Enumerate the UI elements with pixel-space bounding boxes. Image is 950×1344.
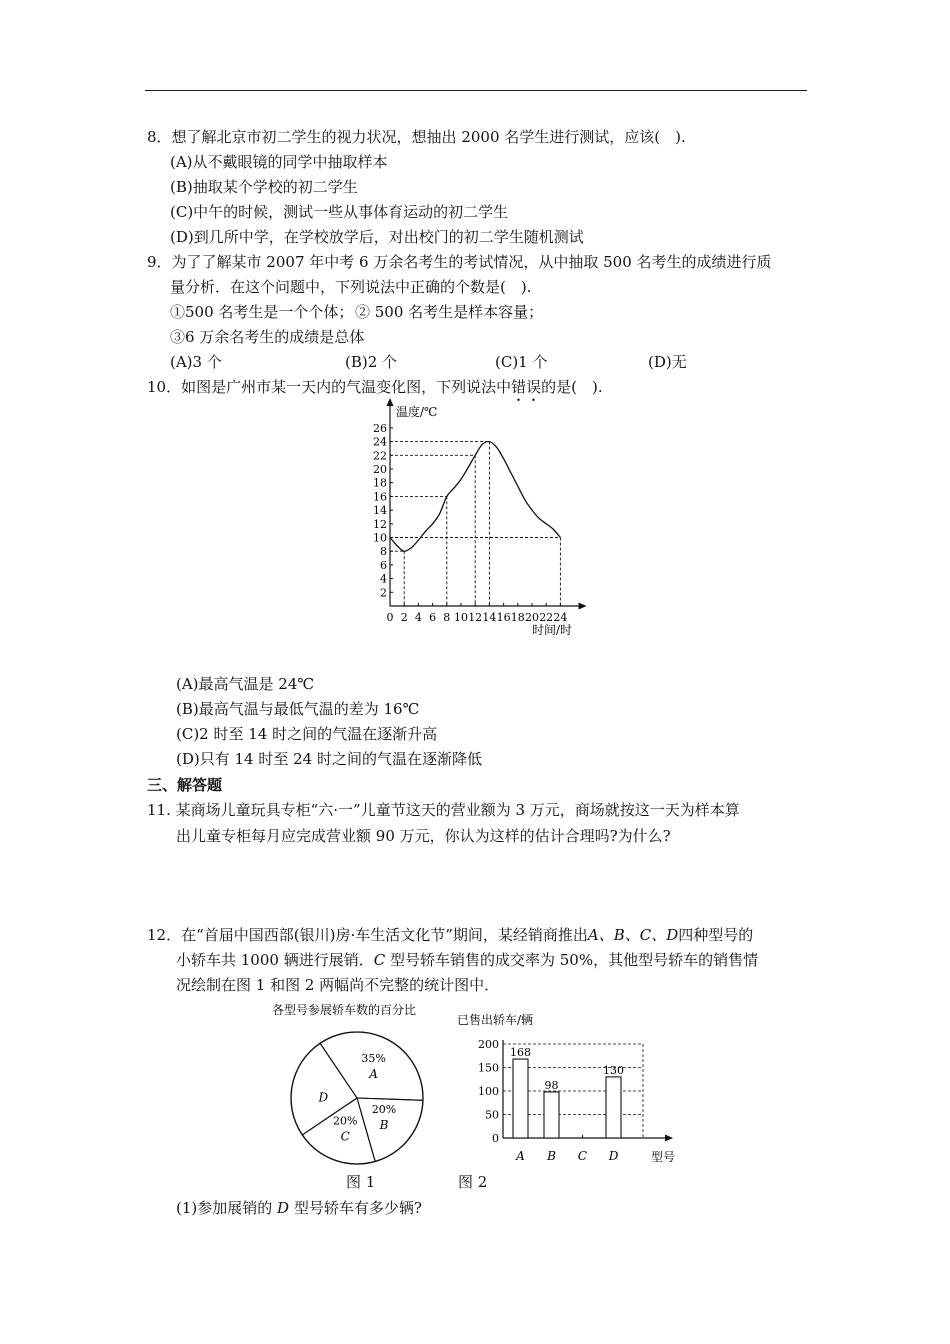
temperature-line-chart: [360, 398, 590, 642]
q12-line2-c: C: [373, 951, 386, 969]
q9-stem-line2: 量分析．在这个问题中，下列说法中正确的个数是( ).: [170, 278, 532, 296]
bar-value-d: 130: [603, 1063, 624, 1077]
pie-chart: [270, 998, 460, 1168]
x-tick-label: 12: [468, 611, 483, 624]
pie-label-a: A: [369, 1066, 378, 1081]
temp-chart-guides: [390, 442, 560, 606]
q11-line2: 出儿童专柜每月应完成营业额 90 万元，你认为这样的估计合理吗?为什么?: [176, 827, 671, 845]
x-category-c: C: [577, 1149, 588, 1163]
x-tick-label: 20: [525, 611, 539, 624]
y-tick-label: 100: [478, 1085, 499, 1098]
x-tick-label: 6: [429, 611, 437, 624]
q10-stem-suffix: 的是( ).: [541, 378, 603, 396]
x-category-d: D: [608, 1149, 619, 1163]
bar-chart-title: 已售出轿车/辆: [457, 1013, 534, 1027]
x-tick-label: 16: [496, 611, 511, 624]
q8-option-a: (A)从不戴眼镜的同学中抽取样本: [170, 153, 388, 171]
q9-option-b: (B)2 个: [345, 353, 398, 371]
q12-sub1-a: (1)参加展销的: [176, 1199, 278, 1217]
x-tick-label: 24: [553, 611, 568, 624]
pie-value-b: 20%: [371, 1103, 397, 1117]
y-tick-label: 20: [373, 463, 387, 476]
y-tick-label: 24: [373, 435, 387, 449]
q11-line1: 11. 某商场儿童玩具专柜“六·一”儿童节这天的营业额为 3 万元，商场就按这一天为样本算: [147, 801, 740, 819]
figure-2-caption: 图 2: [458, 1173, 488, 1191]
q10-stem-emphasis: 错误: [511, 378, 542, 396]
q9-statement-3: ③6 万余名考生的成绩是总体: [170, 328, 365, 346]
q12-line2-b: 型号轿车销售的成交率为 50%，其他型号轿车的销售情: [385, 951, 759, 969]
q12-sub1-b: 型号轿车有多少辆?: [289, 1199, 422, 1217]
pie-value-a: 35%: [361, 1051, 386, 1065]
q8-option-b: (B)抽取某个学校的初二学生: [170, 178, 358, 196]
q12-line2: [176, 950, 758, 970]
pie-label-d: D: [318, 1090, 329, 1105]
q9-statement-1: ①500 名考生是一个个体；: [170, 303, 354, 321]
bar-d: [606, 1077, 621, 1138]
q12-line1-models: A、B、C、D: [587, 926, 679, 944]
q12-sub1: [176, 1198, 422, 1218]
q12-line3: 况绘制在图 1 和图 2 两幅尚不完整的统计图中．: [176, 976, 500, 994]
y-tick-label: 10: [373, 531, 387, 545]
pie-label-c: C: [340, 1129, 350, 1144]
y-tick-label: 22: [373, 449, 387, 463]
q9-statement-2: ② 500 名考生是样本容量；: [355, 303, 544, 321]
x-axis-arrow: [579, 603, 587, 610]
q9-option-d: (D)无: [648, 353, 687, 371]
y-tick-label: 12: [373, 517, 387, 531]
y-tick-label: 26: [373, 421, 387, 435]
q12-line1-b: 四种型号的: [678, 926, 754, 944]
temp-chart-axes: [387, 398, 587, 610]
q8-option-d: (D)到几所中学，在学校放学后，对出校门的初二学生随机测试: [170, 228, 584, 246]
y-tick-label: 14: [373, 504, 387, 518]
x-tick-label: 2: [400, 611, 408, 624]
y-tick-label: 18: [373, 476, 387, 490]
section-title: 三、解答题: [147, 776, 223, 794]
q12-sub1-d: D: [277, 1199, 290, 1217]
bar-chart-y-ticks: [478, 1038, 499, 1145]
q10-stem-prefix: 10．如图是广州市某一天内的气温变化图，下列说法中: [147, 378, 512, 396]
pie-value-c: 20%: [333, 1114, 358, 1128]
x-axis-arrow: [665, 1135, 673, 1142]
header-rule: [145, 90, 807, 91]
pie-chart-title: 各型号参展轿车数的百分比: [272, 1003, 417, 1017]
y-tick-label: 8: [380, 545, 387, 559]
y-tick-label: 0: [492, 1132, 499, 1145]
pie-slices: [291, 1032, 423, 1164]
q12-line1: [147, 925, 753, 945]
y-tick-label: 2: [380, 586, 387, 600]
x-tick-label: 14: [482, 611, 497, 624]
y-tick-label: 150: [478, 1061, 499, 1075]
y-tick-label: 16: [373, 490, 387, 504]
q9-option-a: (A)3 个: [170, 353, 222, 371]
q10-option-c: (C)2 时至 14 时之间的气温在逐渐升高: [176, 725, 438, 743]
q12-line1-a: 12．在“首届中国西部(银川)房·车生活文化节”期间，某经销商推出: [147, 926, 588, 944]
y-tick-label: 4: [380, 572, 387, 586]
q8-option-c: (C)中午的时候，测试一些从事体育运动的初二学生: [170, 203, 509, 221]
temp-chart-y-label: 温度/℃: [396, 405, 438, 419]
x-tick-label: 0: [386, 611, 394, 624]
x-category-a: A: [516, 1149, 525, 1163]
x-category-b: B: [547, 1149, 556, 1163]
bar-chart-x-label: 型号: [651, 1150, 676, 1164]
q10-option-b: (B)最高气温与最低气温的差为 16℃: [176, 700, 420, 718]
bar-chart: [455, 1008, 685, 1170]
bar-value-b: 98: [544, 1078, 559, 1092]
bar-b: [544, 1092, 559, 1138]
x-tick-label: 4: [414, 611, 422, 624]
pie-label-b: B: [379, 1118, 389, 1133]
x-tick-label: 22: [539, 611, 554, 624]
temp-chart-x-label: 时间/时: [532, 623, 573, 637]
bar-chart-x-labels: [515, 1149, 619, 1163]
x-tick-label: 18: [510, 611, 525, 624]
bar-a: [513, 1059, 528, 1138]
y-tick-label: 6: [380, 558, 387, 572]
x-tick-label: 10: [454, 611, 468, 624]
bar-value-a: 168: [510, 1046, 531, 1060]
q8-stem: 8．想了解北京市初二学生的视力状况，想抽出 2000 名学生进行测试，应该( ).: [147, 128, 686, 146]
bar-chart-bars: [510, 1046, 624, 1138]
q9-option-c: (C)1 个: [495, 353, 548, 371]
y-tick-label: 50: [485, 1108, 499, 1122]
q10-option-a: (A)最高气温是 24℃: [176, 675, 315, 693]
y-tick-label: 200: [478, 1038, 499, 1051]
y-axis-arrow: [387, 398, 394, 406]
figure-1-caption: 图 1: [346, 1173, 376, 1191]
x-tick-label: 8: [443, 611, 451, 624]
q10-option-d: (D)只有 14 时至 24 时之间的气温在逐渐降低: [176, 750, 482, 768]
q9-stem-line1: 9．为了了解某市 2007 年中考 6 万余名考生的考试情况，从中抽取 500 名考生的成绩进行质: [147, 253, 772, 271]
q12-line2-a: 小轿车共 1000 辆进行展销．: [176, 951, 374, 969]
